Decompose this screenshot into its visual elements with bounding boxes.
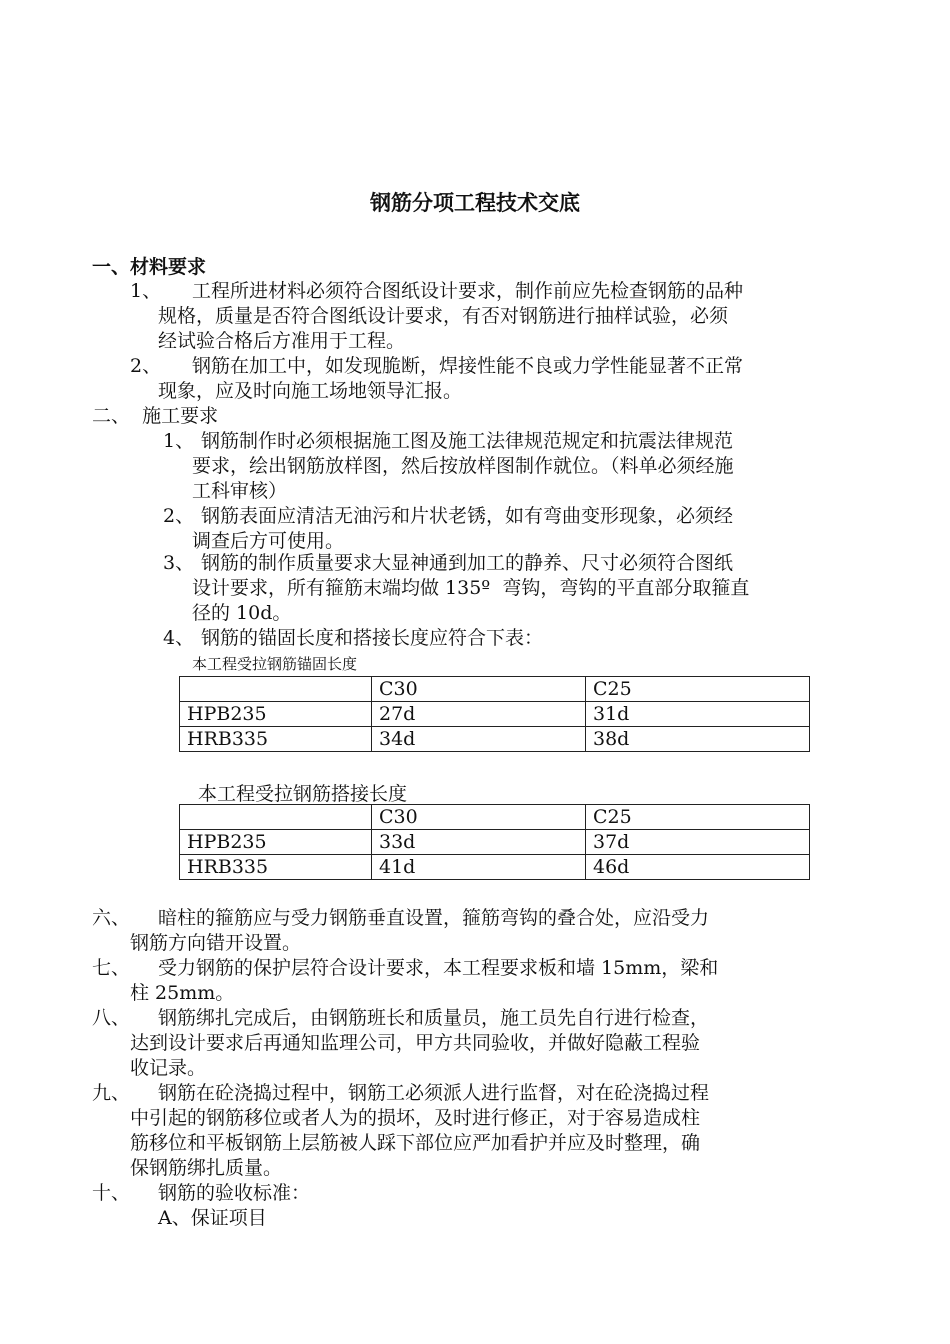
sec9-line3: 筋移位和平板钢筋上层筋被人踩下部位应严加看护并应及时整理，确: [130, 1132, 701, 1154]
table1-caption: 本工程受拉钢筋锚固长度: [192, 655, 358, 673]
table-cell: 37d: [586, 830, 810, 855]
table-cell: [180, 805, 372, 830]
table-header-row: [180, 805, 810, 830]
sec2-item3-line2: 设计要求，所有箍筋末端均做 135º 弯钩，弯钩的平直部分取箍直: [192, 577, 750, 599]
table-cell: [180, 677, 372, 702]
document-title: 钢筋分项工程技术交底: [370, 190, 580, 215]
sec8-num: 八、: [92, 1007, 131, 1029]
section-2-heading: 二、 施工要求: [92, 405, 219, 427]
sec2-item1-line3: 工科审核）: [192, 480, 288, 502]
lap-length-table: [179, 804, 810, 880]
table-cell: 38d: [586, 727, 810, 752]
sec1-item1-line1: 工程所进材料必须符合图纸设计要求，制作前应先检查钢筋的品种: [192, 280, 744, 302]
sec9-line2: 中引起的钢筋移位或者人为的损坏，及时进行修正，对于容易造成柱: [130, 1107, 701, 1129]
sec2-item2-line1: 钢筋表面应清洁无油污和片状老锈，如有弯曲变形现象，必须经: [201, 505, 734, 527]
sec2-item1-line2: 要求，绘出钢筋放样图，然后按放样图制作就位。（料单必须经施: [192, 455, 734, 477]
table2-caption: 本工程受拉钢筋搭接长度: [198, 783, 408, 805]
table-cell: 34d: [372, 727, 586, 752]
sec9-line4: 保钢筋绑扎质量。: [130, 1157, 283, 1179]
sec7-line1: 受力钢筋的保护层符合设计要求，本工程要求板和墙 15mm，梁和: [158, 957, 719, 979]
sec2-item4-num: 4、: [163, 627, 195, 649]
sec6-line1: 暗柱的箍筋应与受力钢筋垂直设置，箍筋弯钩的叠合处，应沿受力: [158, 907, 710, 929]
table-cell: HRB335: [180, 727, 372, 752]
sec7-num: 七、: [92, 957, 131, 979]
table-cell: C30: [372, 805, 586, 830]
table-cell: C25: [586, 677, 810, 702]
sec10-subitem: A、保证项目: [158, 1207, 267, 1229]
table-row: [180, 855, 810, 880]
sec6-num: 六、: [92, 907, 131, 929]
table-header-row: [180, 677, 810, 702]
table-cell: HPB235: [180, 830, 372, 855]
table-cell: 46d: [586, 855, 810, 880]
table-cell: 31d: [586, 702, 810, 727]
sec2-item1-line1: 钢筋制作时必须根据施工图及施工法律规范规定和抗震法律规范: [201, 430, 734, 452]
sec8-line3: 收记录。: [130, 1057, 207, 1079]
section-1-heading: 一、材料要求: [92, 256, 207, 278]
sec9-num: 九、: [92, 1082, 131, 1104]
table-cell: HRB335: [180, 855, 372, 880]
table-cell: HPB235: [180, 702, 372, 727]
table-row: [180, 702, 810, 727]
sec8-line2: 达到设计要求后再通知监理公司，甲方共同验收，并做好隐蔽工程验: [130, 1032, 701, 1054]
sec1-item1-line3: 经试验合格后方准用于工程。: [158, 330, 406, 352]
sec9-line1: 钢筋在砼浇捣过程中，钢筋工必须派人进行监督，对在砼浇捣过程: [158, 1082, 710, 1104]
table-cell: 33d: [372, 830, 586, 855]
sec8-line1: 钢筋绑扎完成后，由钢筋班长和质量员，施工员先自行进行检查，: [158, 1007, 710, 1029]
sec6-line2: 钢筋方向错开设置。: [130, 932, 302, 954]
table-cell: 41d: [372, 855, 586, 880]
sec2-item3-line1: 钢筋的制作质量要求大显神通到加工的静养、尺寸必须符合图纸: [201, 552, 734, 574]
sec2-item3-num: 3、: [163, 552, 195, 574]
sec10-line1: 钢筋的验收标准：: [158, 1182, 311, 1204]
table-cell: C30: [372, 677, 586, 702]
sec1-item1-num: 1、: [130, 280, 162, 302]
sec2-item1-num: 1、: [163, 430, 195, 452]
sec2-item3-line3: 径的 10d。: [192, 602, 292, 624]
sec1-item1-line2: 规格，质量是否符合图纸设计要求，有否对钢筋进行抽样试验，必须: [158, 305, 729, 327]
anchorage-length-table: [179, 676, 810, 752]
sec1-item2-line1: 钢筋在加工中，如发现脆断，焊接性能不良或力学性能显著不正常: [192, 355, 744, 377]
table-cell: 27d: [372, 702, 586, 727]
table-row: [180, 830, 810, 855]
sec1-item2-num: 2、: [130, 355, 162, 377]
sec2-item2-num: 2、: [163, 505, 195, 527]
sec1-item2-line2: 现象，应及时向施工场地领导汇报。: [158, 380, 463, 402]
sec10-num: 十、: [92, 1182, 131, 1204]
sec2-item4-line1: 钢筋的锚固长度和搭接长度应符合下表：: [201, 627, 544, 649]
sec7-line2: 柱 25mm。: [130, 982, 235, 1004]
table-row: [180, 727, 810, 752]
table-cell: C25: [586, 805, 810, 830]
sec2-item2-line2: 调查后方可使用。: [192, 530, 345, 552]
